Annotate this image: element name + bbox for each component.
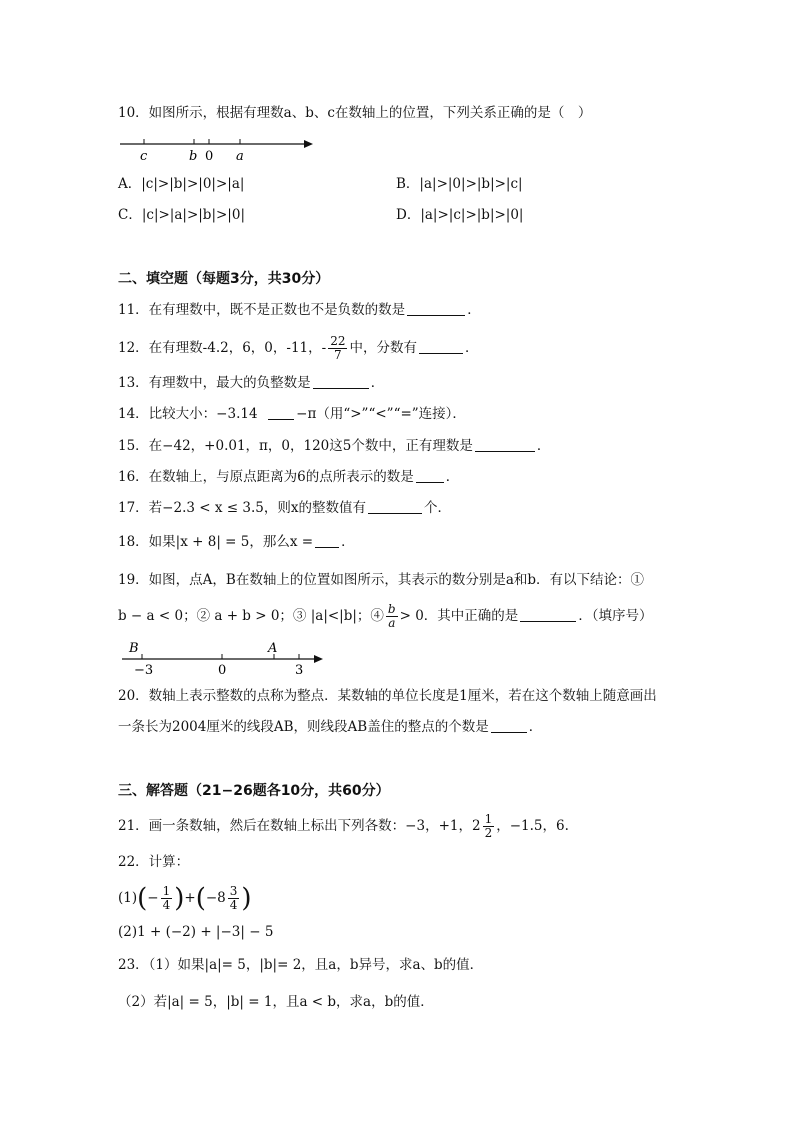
q19-tick-3: 3 (295, 663, 304, 678)
q21 (118, 808, 569, 844)
q21-fraction (483, 813, 495, 840)
q12-fraction (328, 335, 347, 362)
q12-pre: 12．在有理数-4.2，6，0，-11，- (118, 340, 327, 356)
q11 (118, 300, 481, 320)
q12-end: ． (464, 340, 479, 356)
q20-end: ． (528, 719, 543, 735)
q20-line2-text: 一条长为2004厘米的线段AB，则线段AB盖住的整点的个数是 (118, 719, 489, 735)
q17-blank (368, 500, 422, 514)
q19-point-a: A (268, 641, 278, 656)
q19-point-b: B (129, 641, 139, 656)
q18-blank (315, 534, 339, 548)
q11-end: ． (467, 302, 481, 318)
q13 (118, 373, 384, 393)
q13-text: 13．有理数中，最大的负整数是 (118, 375, 311, 391)
q12-frac-num: 22 (330, 334, 346, 348)
q15-blank (475, 438, 535, 452)
q20-line1: 20．数轴上表示整数的点称为整点．某数轴的单位长度是1厘米，若在这个数轴上随意画出 (118, 688, 657, 704)
q22-1-pre: (1) (118, 890, 138, 906)
q22-1-a-den: 4 (162, 898, 171, 912)
q19-blank (520, 608, 576, 622)
q10-stem: 10．如图所示，根据有理数a、b、c在数轴上的位置，下列关系正确的是（ ） (118, 105, 592, 121)
q16 (118, 467, 459, 487)
q21-frac-num: 1 (484, 812, 493, 826)
q12 (118, 330, 478, 366)
q16-text: 16．在数轴上，与原点距离为6的点所表示的数是 (118, 469, 414, 485)
q12-blank (419, 340, 463, 354)
q21-pre: 21．画一条数轴，然后在数轴上标出下列各数：−3，+1，2 (118, 818, 481, 834)
q14 (118, 404, 466, 424)
q11-blank (407, 302, 465, 316)
q22-1: (1)(− $\frac{1}{4}$ )+(−8 $\frac{3}{4}$ ) (118, 883, 252, 914)
q22-1-b-num: 3 (229, 884, 238, 898)
q10-label-0: 0 (205, 149, 214, 164)
q19-line2 (118, 598, 653, 634)
q14-post: −π（用“>”“<”“=”连接）． (296, 406, 466, 422)
q15 (118, 436, 550, 456)
q20-blank (491, 719, 527, 733)
q21-frac-den: 2 (484, 826, 493, 840)
q18-end: ． (341, 534, 355, 550)
q22-1-paren-open-b: ( (195, 883, 206, 914)
q19-tick-minus3: −3 (134, 663, 154, 678)
q19-fraction (386, 603, 398, 630)
q23-1: 23．（1）如果|a|= 5，|b|= 2，且a，b异号，求a、b的值． (118, 957, 484, 973)
q19-line2-pre: b − a < 0；② a + b > 0；③ |a|<|b|；④ (118, 608, 384, 624)
q10-label-b: b (189, 149, 198, 164)
q12-frac-den: 7 (334, 348, 342, 362)
q19-tick-0: 0 (218, 663, 227, 678)
q19-frac-num: b (387, 602, 396, 616)
q22-1-plus: + (184, 890, 196, 906)
q10-option-b: B．|a|>|0|>|b|>|c| (396, 176, 523, 192)
q22-1-paren-close-b: ) (241, 883, 252, 914)
q17-end: 个． (423, 500, 451, 516)
q22-1-b-den: 4 (229, 898, 238, 912)
q14-pre: 14．比较大小：−3.14 (118, 406, 258, 422)
q14-blank (268, 406, 294, 420)
q21-post: ，−1.5，6. (496, 818, 569, 834)
q19-frac-den: a (388, 616, 396, 630)
q10-option-c: C．|c|>|a|>|b|>|0| (118, 207, 245, 223)
q22-1-fraction-a (161, 885, 173, 912)
q18 (118, 532, 355, 552)
q11-text: 11．在有理数中，既不是正数也不是负数的数是 (118, 302, 406, 318)
q16-blank (416, 469, 444, 483)
q19-line1: 19．如图，点A，B在数轴上的位置如图所示，其表示的数分别是a和b．有以下结论：① (118, 572, 645, 588)
q15-end: ． (536, 438, 551, 454)
q10-option-d: D．|a|>|c|>|b|>|0| (396, 207, 524, 223)
q13-end: ． (370, 375, 385, 391)
q10-number-line (118, 132, 318, 164)
q13-blank (313, 375, 369, 389)
q22-1-b-whole: −8 (205, 890, 226, 906)
q22-1-paren-open-a: ( (137, 883, 148, 914)
section-3-heading: 三、解答题（21−26题各10分，共60分） (118, 783, 390, 799)
q17 (118, 498, 451, 518)
q17-text: 17．若−2.3 < x ≤ 3.5，则x的整数值有 (118, 500, 366, 516)
q19-line2-end: ．（填序号） (578, 608, 653, 624)
q19-number-line (118, 637, 328, 679)
section-2-heading: 二、填空题（每题3分，共30分） (118, 271, 330, 287)
q10-option-a: A．|c|>|b|>|0|>|a| (118, 176, 245, 192)
q12-post: 中，分数有 (349, 340, 417, 356)
q22-1-fraction-b (228, 885, 240, 912)
q16-end: ． (445, 469, 460, 485)
q15-text: 15．在−42，+0.01，π，0，120这5个数中，正有理数是 (118, 438, 473, 454)
q23-2: （2）若|a| = 5，|b| = 1，且a < b，求a，b的值． (118, 994, 434, 1010)
q22-heading: 22．计算： (118, 854, 190, 870)
q18-text: 18．如果|x + 8| = 5，那么x = (118, 534, 314, 550)
q20-line2 (118, 717, 542, 737)
q19-line2-post: > 0．其中正确的是 (399, 608, 519, 624)
q10-label-c: c (140, 149, 148, 164)
q22-2: (2)1 + (−2) + |−3| − 5 (118, 924, 274, 940)
q22-1-paren-close-a: ) (174, 883, 185, 914)
q22-1-a-num: 1 (162, 884, 171, 898)
q10-label-a: a (236, 149, 244, 164)
